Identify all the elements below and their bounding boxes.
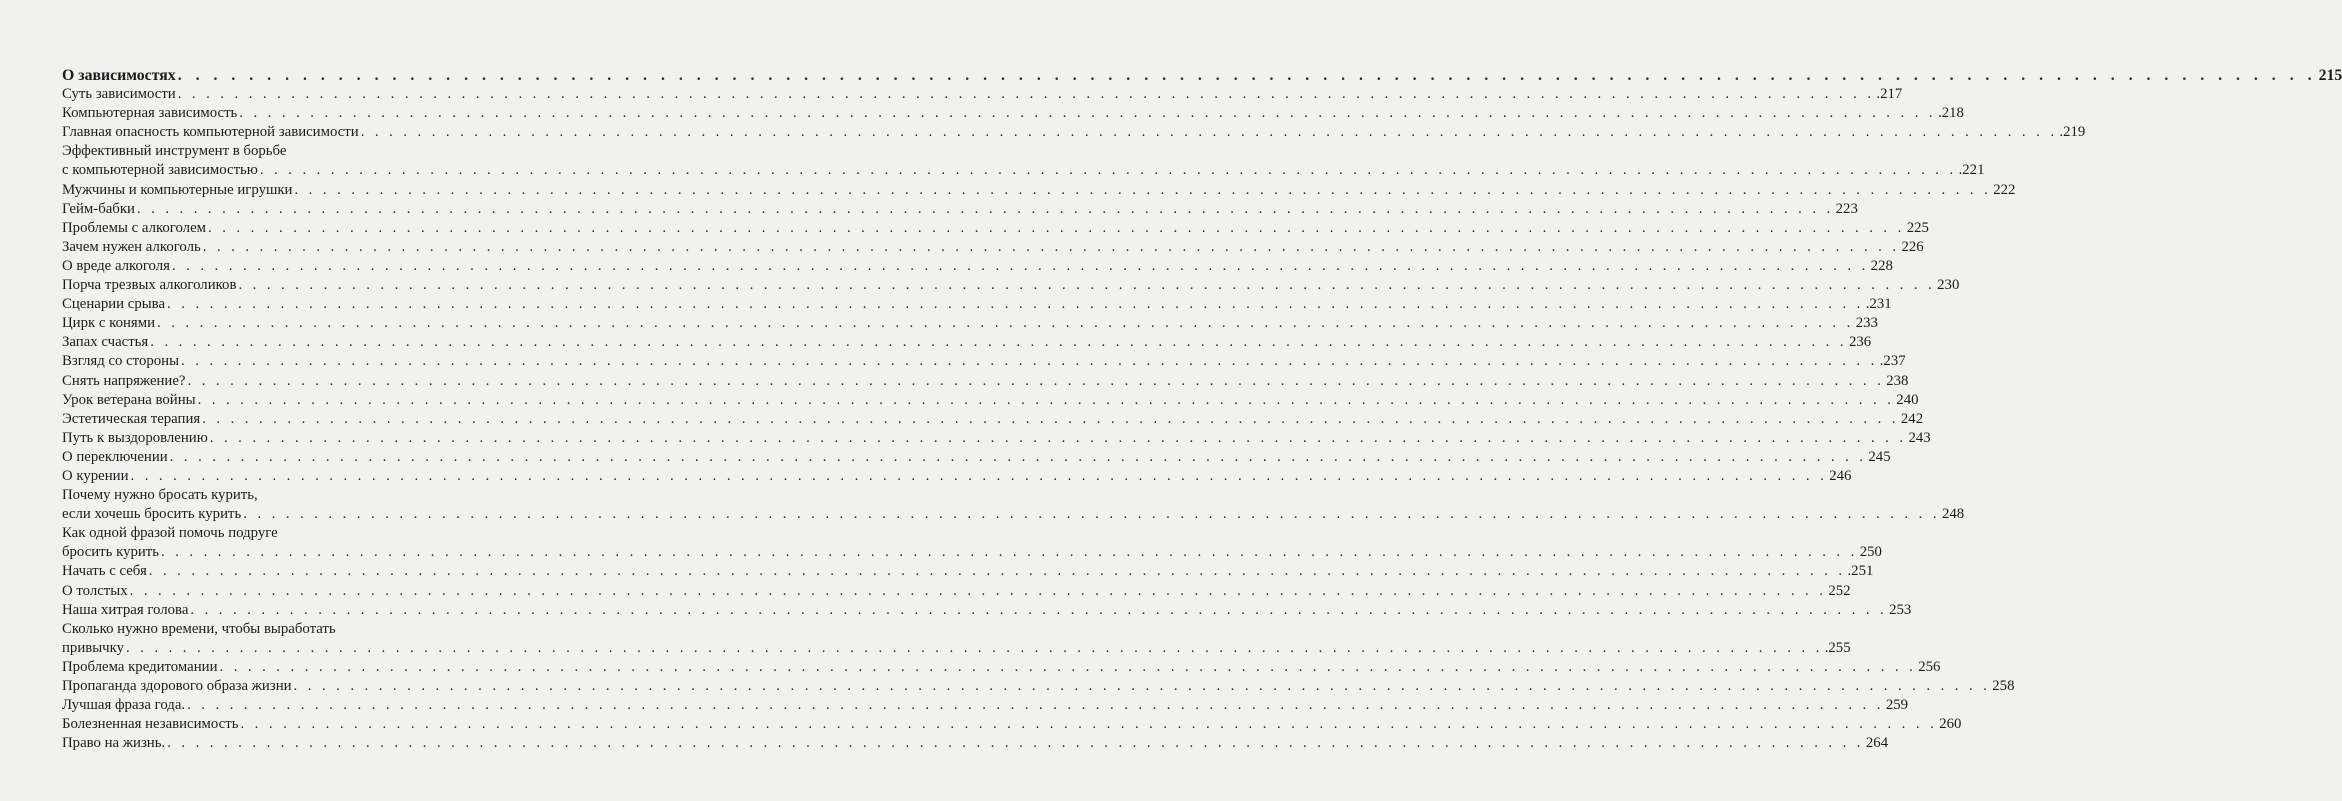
toc-entry [62, 372, 1909, 391]
toc-entry [62, 219, 1929, 238]
dot-leader: . . . . . . . . . . . . . . . . . . . . . . . . . . . . . . . . . . . . . . . . . . . . . . . . . . . . . . . . . . . . . . . . . . . . . . . . . . . . . . . . . . . . . . . . . . . . . . . . . . . . . . . . . . . . . . . . . . . . . . . . [240, 716, 1938, 733]
toc-entry [62, 410, 1924, 429]
dot-leader: . . . . . . . . . . . . . . . . . . . . . . . . . . . . . . . . . . . . . . . . . . . . . . . . . . . . . . . . . . . . . . . . . . . . . . . . . . . . . . . . . . . . . . . . . . . . . . . . . . . . . . . . . . . . . . . . . . . . . . . . [238, 277, 1936, 294]
entry-page-number: .251 [1847, 563, 1874, 580]
entry-page-number: .221 [1958, 162, 1985, 179]
entry-title: Цирк с конями [62, 315, 156, 332]
entry-title: Пропаганда здорового образа жизни [62, 678, 292, 694]
toc-entry [62, 524, 1882, 562]
entry-title: Гейм-бабки [62, 200, 135, 217]
entry-title: если хочешь бросить курить [62, 506, 242, 523]
entry-title: Компьютерная зависимость [62, 105, 238, 122]
toc-entry [62, 123, 2086, 142]
entry-title: О вреде алкоголя [62, 257, 170, 274]
dot-leader: . . . . . . . . . . . . . . . . . . . . . . . . . . . . . . . . . . . . . . . . . . . . . . . . . . . . . . . . . . . . . . . . . . . . . . . . . . . . . . . . . . . . . . . . . . . . . . . . . . . . . . . . . . . . . . . . . . . . . . . . [177, 86, 1875, 103]
toc-entry [62, 734, 1889, 753]
toc-entry [62, 276, 1960, 295]
entry-page-number: 242 [1900, 410, 1924, 427]
entry-title: Главная опасность компьютерной зависимости [62, 124, 359, 141]
toc-entry [62, 295, 1892, 314]
entry-title: Проблема кредитомании [62, 658, 218, 675]
dot-leader: . . . . . . . . . . . . . . . . . . . . . . . . . . . . . . . . . . . . . . . . . . . . . . . . . . . . . . . . . . . . . . . . . . . . . . . . . . . . . . . . . . . . . . . . . . . . . . . . . . . . . . . . . . . . . . . . . . . . . . . . [167, 296, 1864, 313]
entry-title: Право на жизнь. [62, 735, 166, 752]
section-title: О зависимостях [62, 67, 176, 84]
toc-entry [62, 314, 1878, 333]
dot-leader: . . . . . . . . . . . . . . . . . . . . . . . . . . . . . . . . . . . . . . . . . . . . . . . . . . . . . . . . . . . . . . . . . . . . . . . . . . . . . . . . . . . . . . . . . . . . . . . . . . . . . . . . . . . . . . . . . . . . . . . . [293, 678, 1991, 694]
dot-leader: . . . . . . . . . . . . . . . . . . . . . . . . . . . . . . . . . . . . . . . . . . . . . . . . . . . . . . . . . . . . . . . . . . . . . . . . . . . . . . . . . . . . . . . . . . . . . . . . . . . . . . . . . . . . . . . . . . . . . . . . [209, 429, 1907, 446]
dot-leader: . . . . . . . . . . . . . . . . . . . . . . . . . . . . . . . . . . . . . . . . . . . . . . . . . . . . . . . . . . . . . . . . . . . . . . . . . . . . . . . . . . . . . . . . . . . . . . . . . . . . . . . . . . . . . . . . . . . . . . . . [360, 124, 2058, 141]
entry-title: бросить курить [62, 544, 160, 561]
dot-leader: . . . . . . . . . . . . . . . . . . . . . . . . . . . . . . . . . . . . . . . . . . . . . . . . . . . . . . . . . . . . . . . . . . . . . . . . . . . . . . . . . . . . . . . . . . . . . . . . . . . . . . . . . . . . . . . . . . . . . . . . [202, 238, 1900, 255]
entry-title: привычку [62, 639, 124, 656]
dot-leader: . . . . . . . . . . . . . . . . . . . . . . . . . . . . . . . . . . . . . . . . . . . . . . . . . . . . . . . . . . . . . . . . . . . . . . . . . . . . . . . . . . . . . . . . . . . . . . . . . . . . . . . . . . . . . . . . . . . . . . . . [150, 334, 1847, 351]
entry-page-number: 226 [1901, 238, 1924, 255]
entry-title: Почему нужно бросать курить, [62, 487, 258, 504]
entry-title: Взгляд со стороны [62, 353, 180, 370]
entry-title: Снять напряжение? [62, 372, 186, 389]
entry-page-number: 230 [1937, 277, 1960, 294]
toc-entry [62, 677, 2015, 696]
dot-leader: . . . . . . . . . . . . . . . . . . . . . . . . . . . . . . . . . . . . . . . . . . . . . . . . . . . . . . . . . . . . . . . . . . . . . . . . . . . . . . . . . . . . . . . . . . . . . . . . . . . . . . . . . . . . . . . . . . . . . . . . [171, 257, 1869, 274]
entry-page-number: .217 [1876, 86, 1903, 103]
dot-leader: . . . . . . . . . . . . . . . . . . . . . . . . . . . . . . . . . . . . . . . . . . . . . . . . . . . . . . . . . . . . . . . . . . . . . . . . . . . . . . . . . . . . . . . . . . . . . . . . . . . . . . . . . . . . . . . . . . . . . . . . [136, 200, 1834, 217]
dot-leader: . . . . . . . . . . . . . . . . . . . . . . . . . . . . . . . . . . . . . . . . . . . . . . . . . . . . . . . . . . . . . . . . . . . . . . . . . . . . . . . . . . . . . . . . . . . . . . . . . . . . . . . . . . . . . . . . . . . . . . . . [148, 563, 1846, 580]
toc-entry [62, 448, 1891, 467]
entry-title: Путь к выздоровлению [62, 429, 208, 446]
dot-leader: . . . . . . . . . . . . . . . . . . . . . . . . . . . . . . . . . . . . . . . . . . . . . . . . . . . . . . . . . . . . . . . . . . . . . . . . . . . . . . . . . . . . . . . . . . . . . . . . . . . . . . . . . . . . . . . . . . . . . . . . [187, 697, 1884, 714]
dot-leader: . . . . . . . . . . . . . . . . . . . . . . . . . . . . . . . . . . . . . . . . . . . . . . . . . . . . . . . . . . . . . . . . . . . . . . . . . . . . . . . . . . . . . . . . . . . . . . . . . . . . . . . . . . . . . . . . . . . . . . . . [259, 162, 1957, 179]
entry-title: Порча трезвых алкоголиков [62, 277, 237, 294]
entry-title: Проблемы с алкоголем [62, 219, 207, 236]
toc-entry [62, 333, 1872, 352]
dot-leader: . . . . . . . . . . . . . . . . . . . . . . . . . . . . . . . . . . . . . . . . . . . . . . . . . . . . . . . . . . . . . . . . . . . . . . . . . . . . . . . . . . . . . . . . . . . . . . . . . . . . . . . . . . . . . . . . . . . . . . . . [157, 315, 1854, 332]
entry-title: Как одной фразой помочь подруге [62, 525, 278, 542]
entry-page-number: 260 [1939, 716, 1962, 733]
entry-title: Запах счастья [62, 334, 149, 351]
entry-page-number: 259 [1885, 697, 1909, 714]
entry-page-number: 225 [1906, 219, 1929, 236]
entry-title: с компьютерной зависимостью [62, 162, 258, 179]
toc-entry [62, 352, 1906, 371]
entry-title: Эффективный инструмент в борьбе [62, 143, 287, 160]
dot-leader: . . . . . . . . . . . . . . . . . . . . . . . . . . . . . . . . . . . . . . . . . . . . . . . . . . . . . . . . . . . . . . . . . . . . . . . . . . . . . . . . . . . . . . . . . . . . . . . . . . . . . . . . . . . . . . . . . . . . . . . . [161, 544, 1858, 561]
dot-leader: . . . . . . . . . . . . . . . . . . . . . . . . . . . . . . . . . . . . . . . . . . . . . . . . . . . . . . . . . . . . . . . . . . . . . . . . . . . . . . . . . . . . . . . . . . . . . . . . . . . . . . . . . . . . . . . . . . . . . . . . [208, 219, 1905, 236]
dot-leader: . . . . . . . . . . . . . . . . . . . . . . . . . . . . . . . . . . . . . . . . . . . . . . . . . . . . . . . . . . . . . . . . . . . . . . . . . . . . . . . . . . . . . . . . . . . . . . . . . . . . . . . . . . . . . . . . . . . . . . . . [294, 181, 1992, 198]
dot-leader: . . . . . . . . . . . . . . . . . . . . . . . . . . . . . . . . . . . . . . . . . . . . . . . . . . . . . . . . . . . . . . . . . . . . . . . . . . . . . . . . . . . . . . . . . . . . . . . . . . . . . . . . . . . . . . . . . . . . . . . . [202, 410, 1899, 427]
dot-leader: . . . . . . . . . . . . . . . . . . . . . . . . . . . . . . . . . . . . . . . . . . . . . . . . . . . . . . . . . . . . . . . . . . . . . . . . . . . . . . . . . . . . . . . . . . . . . . . . . . . . . . . . . . . . . . . . . . . . . . . . [129, 582, 1827, 599]
entry-page-number: .231 [1865, 296, 1892, 313]
toc-entry [62, 601, 1912, 620]
entry-title: Эстетическая терапия [62, 410, 201, 427]
dot-leader: . . . . . . . . . . . . . . . . . . . . . . . . . . . . . . . . . . . . . . . . . . . . . . . . . . . . . . . . . . . . . . . . . . . . . . . . . . . . . . . . . . . . . . . . . . . . . . . . . . . . . . . . . . . . . . . . . . . . . . . . [190, 601, 1888, 618]
entry-page-number: 248 [1941, 506, 1965, 523]
dot-leader: . . . . . . . . . . . . . . . . . . . . . . . . . . . . . . . . . . . . . . . . . . . . . . . . . . . . . . . . . . . . . . . . . . . . . . . . . . . . . . . . . . . . . . . . . . . . . . . . . . . . . . . . . . . . . . . . . . . . . . . . [187, 372, 1885, 389]
entry-title: Болезненная независимость [62, 716, 239, 733]
toc-entry [62, 257, 1893, 276]
dot-leader: . . . . . . . . . . . . . . . . . . . . . . . . . . . . . . . . . . . . . . . . . . . . . . . . . . . . . . . . . . . . . . . . . . . . . . . . . . . . . . . . . . . . . . . . . . . . . . . . . . . . . . . . . . . . . . . . . . . . . . . . [125, 639, 1823, 656]
entry-page-number: 245 [1868, 448, 1891, 465]
entry-page-number: .255 [1824, 639, 1851, 656]
dot-leader: . . . . . . . . . . . . . . . . . . . . . . . . . . . . . . . . . . . . . . . . . . . . . . . . . . . . . . . . . . . . . . . . . . . . . . . . . . . . . . . . . . . . . . . . . . . . . . . . . . . . . . . . . . . . . . . . . . . . . . . . [167, 735, 1864, 752]
entry-page-number: 236 [1848, 334, 1872, 351]
entry-page-number: 258 [1992, 678, 2015, 694]
entry-page-number: 228 [1870, 257, 1893, 274]
toc-entry [62, 429, 1931, 448]
entry-page-number: 240 [1896, 391, 1919, 408]
entry-page-number: 233 [1855, 315, 1878, 332]
entry-page-number: 256 [1918, 658, 1941, 675]
dot-leader: . . . . . . . . . . . . . . . . . . . . . . . . . . . . . . . . . . . . . . . . . . . . . . . . . . . . . . . . . . . . . . . . . . . . . . . . . . . . . . . . . . . . . . . . . . . . . . . . . . . . . . . . . . . . . . . . . . . . . . . . [219, 658, 1917, 675]
toc-entry [62, 620, 1851, 658]
entry-page-number: 253 [1889, 601, 1912, 618]
entry-title: О толстых [62, 582, 128, 599]
section-page-number: 215 [2318, 67, 2342, 84]
dot-leader: . . . . . . . . . . . . . . . . . . . . . . . . . . . . . . . . . . . . . . . . . . . . . . . . . . . . . . . . . . . . . . . . . . . . . . . . . . . . . . . . . . . . . . . . . . . . . . . . . . . . . . . . . . . . . . . . . . . . . . . . [177, 67, 2317, 84]
entry-title: О переключении [62, 448, 168, 465]
table-of-contents [62, 66, 2342, 753]
toc-entry [62, 658, 1941, 677]
entry-page-number: 264 [1865, 735, 1889, 752]
entry-page-number: 222 [1993, 181, 2016, 198]
entry-title: Урок ветерана войны [62, 391, 196, 408]
dot-leader: . . . . . . . . . . . . . . . . . . . . . . . . . . . . . . . . . . . . . . . . . . . . . . . . . . . . . . . . . . . . . . . . . . . . . . . . . . . . . . . . . . . . . . . . . . . . . . . . . . . . . . . . . . . . . . . . . . . . . . . . [181, 353, 1878, 370]
toc-entry [62, 391, 1919, 410]
dot-leader: . . . . . . . . . . . . . . . . . . . . . . . . . . . . . . . . . . . . . . . . . . . . . . . . . . . . . . . . . . . . . . . . . . . . . . . . . . . . . . . . . . . . . . . . . . . . . . . . . . . . . . . . . . . . . . . . . . . . . . . . [239, 105, 1936, 122]
toc-entry [62, 696, 1909, 715]
dot-leader: . . . . . . . . . . . . . . . . . . . . . . . . . . . . . . . . . . . . . . . . . . . . . . . . . . . . . . . . . . . . . . . . . . . . . . . . . . . . . . . . . . . . . . . . . . . . . . . . . . . . . . . . . . . . . . . . . . . . . . . . [243, 506, 1940, 523]
toc-entry [62, 85, 1903, 104]
toc-section-heading [62, 66, 2342, 85]
entry-page-number: 243 [1908, 429, 1931, 446]
entry-title: Лучшая фраза года. [62, 697, 186, 714]
toc-entry [62, 142, 1985, 180]
dot-leader: . . . . . . . . . . . . . . . . . . . . . . . . . . . . . . . . . . . . . . . . . . . . . . . . . . . . . . . . . . . . . . . . . . . . . . . . . . . . . . . . . . . . . . . . . . . . . . . . . . . . . . . . . . . . . . . . . . . . . . . . [169, 448, 1867, 465]
entry-title: Суть зависимости [62, 86, 176, 103]
toc-entry [62, 486, 1965, 524]
entry-title: Сценарии срыва [62, 296, 166, 313]
entry-title: Сколько нужно времени, чтобы выработать [62, 620, 336, 637]
toc-entry [62, 181, 2016, 200]
dot-leader: . . . . . . . . . . . . . . . . . . . . . . . . . . . . . . . . . . . . . . . . . . . . . . . . . . . . . . . . . . . . . . . . . . . . . . . . . . . . . . . . . . . . . . . . . . . . . . . . . . . . . . . . . . . . . . . . . . . . . . . . [197, 391, 1895, 408]
entry-title: Зачем нужен алкоголь [62, 238, 201, 255]
toc-entry [62, 562, 1874, 581]
entry-title: Начать с себя [62, 563, 147, 580]
entry-page-number: .218 [1938, 105, 1964, 122]
entry-page-number: 238 [1886, 372, 1909, 389]
entry-page-number: 246 [1829, 467, 1852, 484]
entry-page-number: .219 [2059, 124, 2086, 141]
toc-entry [62, 467, 1852, 486]
toc-entry [62, 582, 1851, 601]
entry-title: Наша хитрая голова [62, 601, 189, 618]
entry-title: Мужчины и компьютерные игрушки [62, 181, 293, 198]
dot-leader: . . . . . . . . . . . . . . . . . . . . . . . . . . . . . . . . . . . . . . . . . . . . . . . . . . . . . . . . . . . . . . . . . . . . . . . . . . . . . . . . . . . . . . . . . . . . . . . . . . . . . . . . . . . . . . . . . . . . . . . . [130, 467, 1828, 484]
toc-entry [62, 715, 1962, 734]
toc-entry [62, 200, 1858, 219]
entry-title: О курении [62, 467, 129, 484]
entry-page-number: 250 [1859, 544, 1882, 561]
entry-page-number: .237 [1879, 353, 1906, 370]
toc-entry [62, 104, 1964, 123]
toc-entry [62, 238, 1924, 257]
entry-page-number: 252 [1828, 582, 1851, 599]
entry-page-number: 223 [1835, 200, 1858, 217]
